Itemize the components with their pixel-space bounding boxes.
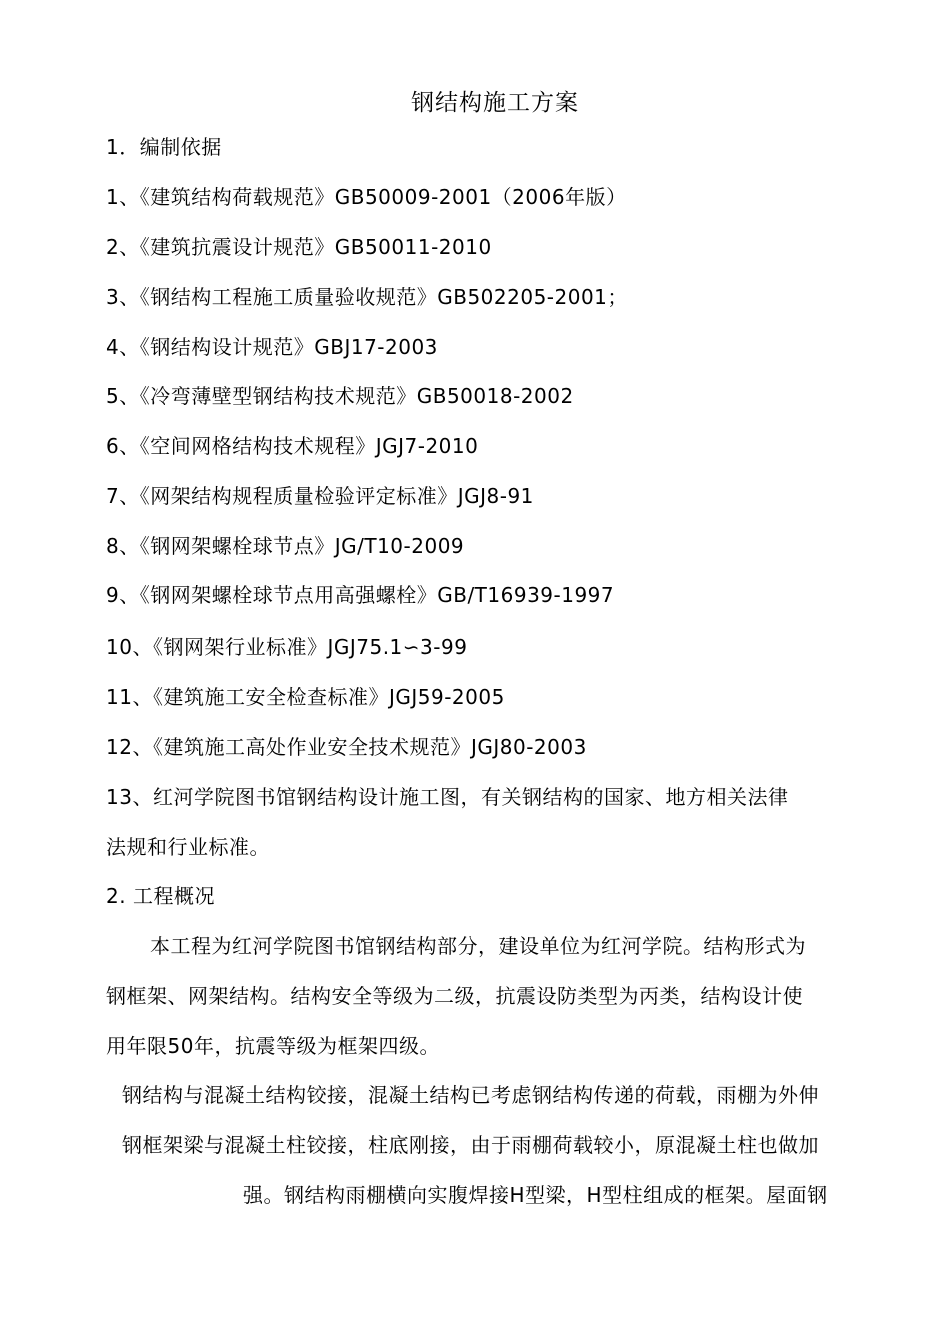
overview-paragraph-line: 用年限50年，抗震等级为框架四级。	[106, 1034, 440, 1058]
section-heading-overview: 2. 工程概况	[106, 884, 215, 908]
section-heading-basis: 1．编制依据	[106, 135, 222, 159]
reference-item: 9、《钢网架螺栓球节点用高强螺栓》GB/T16939-1997	[106, 583, 615, 607]
structure-paragraph-line: 强。钢结构雨棚横向实腹焊接H型梁，H型柱组成的框架。屋面钢	[243, 1183, 828, 1207]
document-title: 钢结构施工方案	[411, 90, 579, 116]
reference-item: 3、《钢结构工程施工质量验收规范》GB502205-2001；	[106, 285, 628, 309]
reference-item: 6、《空间网格结构技术规程》JGJ7-2010	[106, 434, 479, 458]
reference-item: 7、《网架结构规程质量检验评定标准》JGJ8-91	[106, 484, 534, 508]
reference-item: 4、《钢结构设计规范》GBJ17-2003	[106, 335, 438, 359]
reference-item: 11、《建筑施工安全检查标准》JGJ59-2005	[106, 685, 505, 709]
reference-item: 13、红河学院图书馆钢结构设计施工图，有关钢结构的国家、地方相关法律	[106, 785, 789, 809]
reference-item: 1、《建筑结构荷载规范》GB50009-2001（2006年版）	[106, 185, 627, 209]
overview-paragraph-line: 钢框架、网架结构。结构安全等级为二级，抗震设防类型为丙类，结构设计使	[106, 984, 803, 1008]
reference-item: 8、《钢网架螺栓球节点》JG/T10-2009	[106, 534, 465, 558]
reference-item: 12、《建筑施工高处作业安全技术规范》JGJ80-2003	[106, 735, 587, 759]
structure-paragraph-line: 钢结构与混凝土结构铰接，混凝土结构已考虑钢结构传递的荷载，雨棚为外伸	[122, 1083, 819, 1107]
reference-item: 2、《建筑抗震设计规范》GB50011-2010	[106, 235, 492, 259]
structure-paragraph-line: 钢框架梁与混凝土柱铰接，柱底刚接，由于雨棚荷载较小，原混凝土柱也做加	[122, 1133, 819, 1157]
reference-item: 10、《钢网架行业标准》JGJ75.1∽3-99	[106, 635, 468, 659]
reference-item: 5、《冷弯薄壁型钢结构技术规范》GB50018-2002	[106, 384, 574, 408]
overview-paragraph-line: 本工程为红河学院图书馆钢结构部分，建设单位为红河学院。结构形式为	[150, 934, 806, 958]
reference-item-continuation: 法规和行业标准。	[106, 835, 270, 859]
